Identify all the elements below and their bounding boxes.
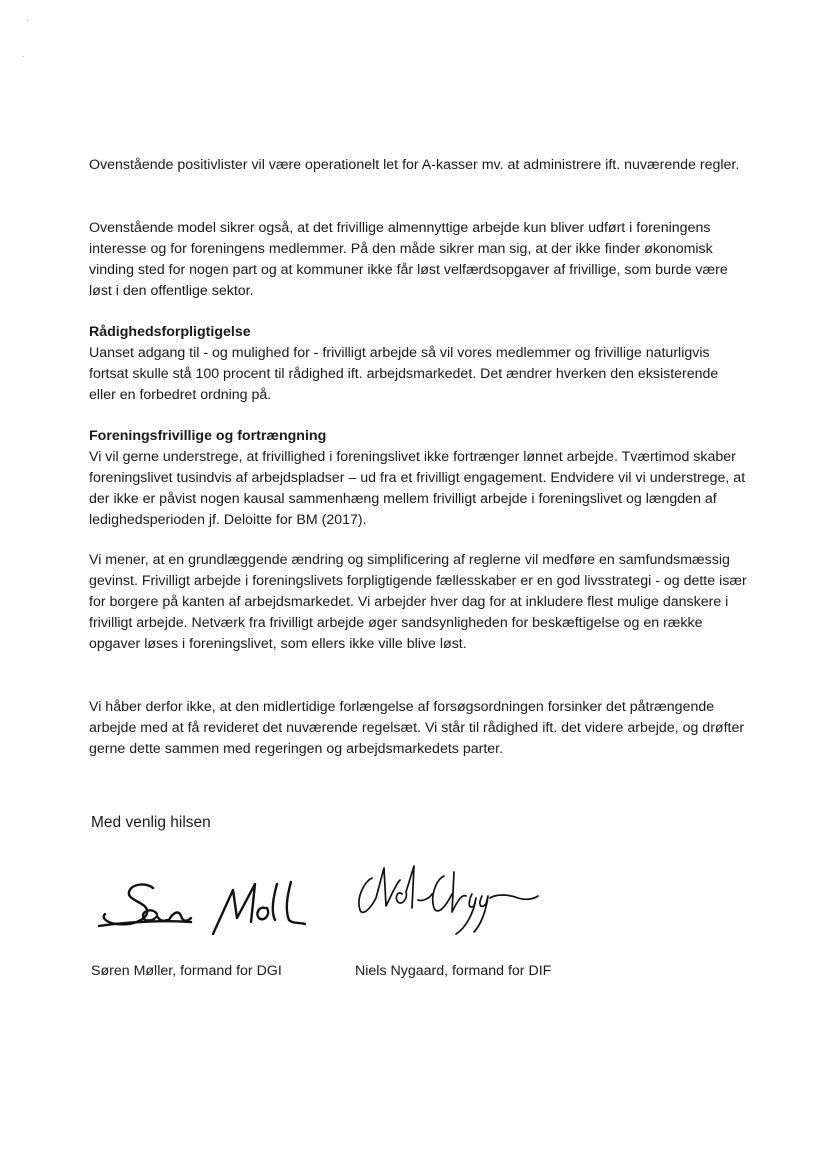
scan-mark: · xyxy=(26,16,29,25)
section-heading: Foreningsfrivillige og fortrængning xyxy=(89,428,327,444)
signature-niels-nygaard xyxy=(348,858,543,938)
section-displacement xyxy=(89,426,749,531)
signatory-name: Niels Nygaard, formand for DIF xyxy=(355,963,552,979)
paragraph-positive-lists xyxy=(89,155,749,176)
greeting: Med venlig hilsen xyxy=(91,814,211,831)
body-text: Ovenstående model sikrer også, at det frivillige almennyttige arbejde kun bliver udført i foreningens interesse og for foreningens medlemmer. På den måde sikrer man sig, at der ikke finder økonomisk vinding sted for nogen part og at kommuner ikke får løst velfærdsopgaver af frivillige, som burde være løst i den offentlige sektor. xyxy=(89,220,728,299)
body-text: Vi mener, at en grundlæggende ændring og simplificering af reglerne vil medføre en samfundsmæssig gevinst. Frivilligt arbejde i foreningslivets forpligtigende fællesskaber er en god livsstrategi - og dette især for borgere på kanten af arbejdsmarkedet. Vi arbejder hver dag for at inkludere flest mulige danskere i frivilligt arbejde. Netværk fra frivilligt arbejde øger sandsynligheden for beskæftigelse og en række opgaver løses i foreningslivet, som ellers ikke ville blive løst. xyxy=(89,552,747,652)
body-text: Uanset adgang til - og mulighed for - frivilligt arbejde så vil vores medlemmer og frivillige naturligvis fortsat skulle stå 100 procent til rådighed ift. arbejdsmarkedet. Det ændrer hverken den eksisterende eller en forbedret ordning på. xyxy=(89,345,719,403)
paragraph-closing xyxy=(89,697,749,760)
paragraph-conclusion xyxy=(89,550,749,655)
body-text: Vi vil gerne understrege, at frivillighed i foreningslivet ikke fortrænger lønnet arbejde. Tværtimod skaber foreningslivet tusindvis af arbejdspladser – ud fra et frivilligt engagement. Endvidere vil vi understrege, at der ikke er påvist nogen kausal sammenhæng mellem frivilligt arbejde i foreningslivet og længden af ledighedsperioden jf. Deloitte for BM (2017). xyxy=(89,449,746,528)
signatory-name: Søren Møller, formand for DGI xyxy=(91,963,282,979)
body-text: Vi håber derfor ikke, at den midlertidige forlængelse af forsøgsordningen forsinker det påtrængende arbejde med at få revideret det nuværende regelsæt. Vi står til rådighed ift. det videre arbejde, og drøfter gerne dette sammen med regeringen og arbejdsmarkedets parter. xyxy=(89,699,745,757)
paragraph-model xyxy=(89,218,749,302)
signature-soren-moller xyxy=(95,874,310,946)
section-availability xyxy=(89,322,749,406)
body-text: Ovenstående positivlister vil være operationelt let for A-kasser mv. at administrere ift. nuværende regler. xyxy=(89,157,740,173)
scan-mark: · xyxy=(22,52,25,61)
section-heading: Rådighedsforpligtigelse xyxy=(89,324,251,340)
